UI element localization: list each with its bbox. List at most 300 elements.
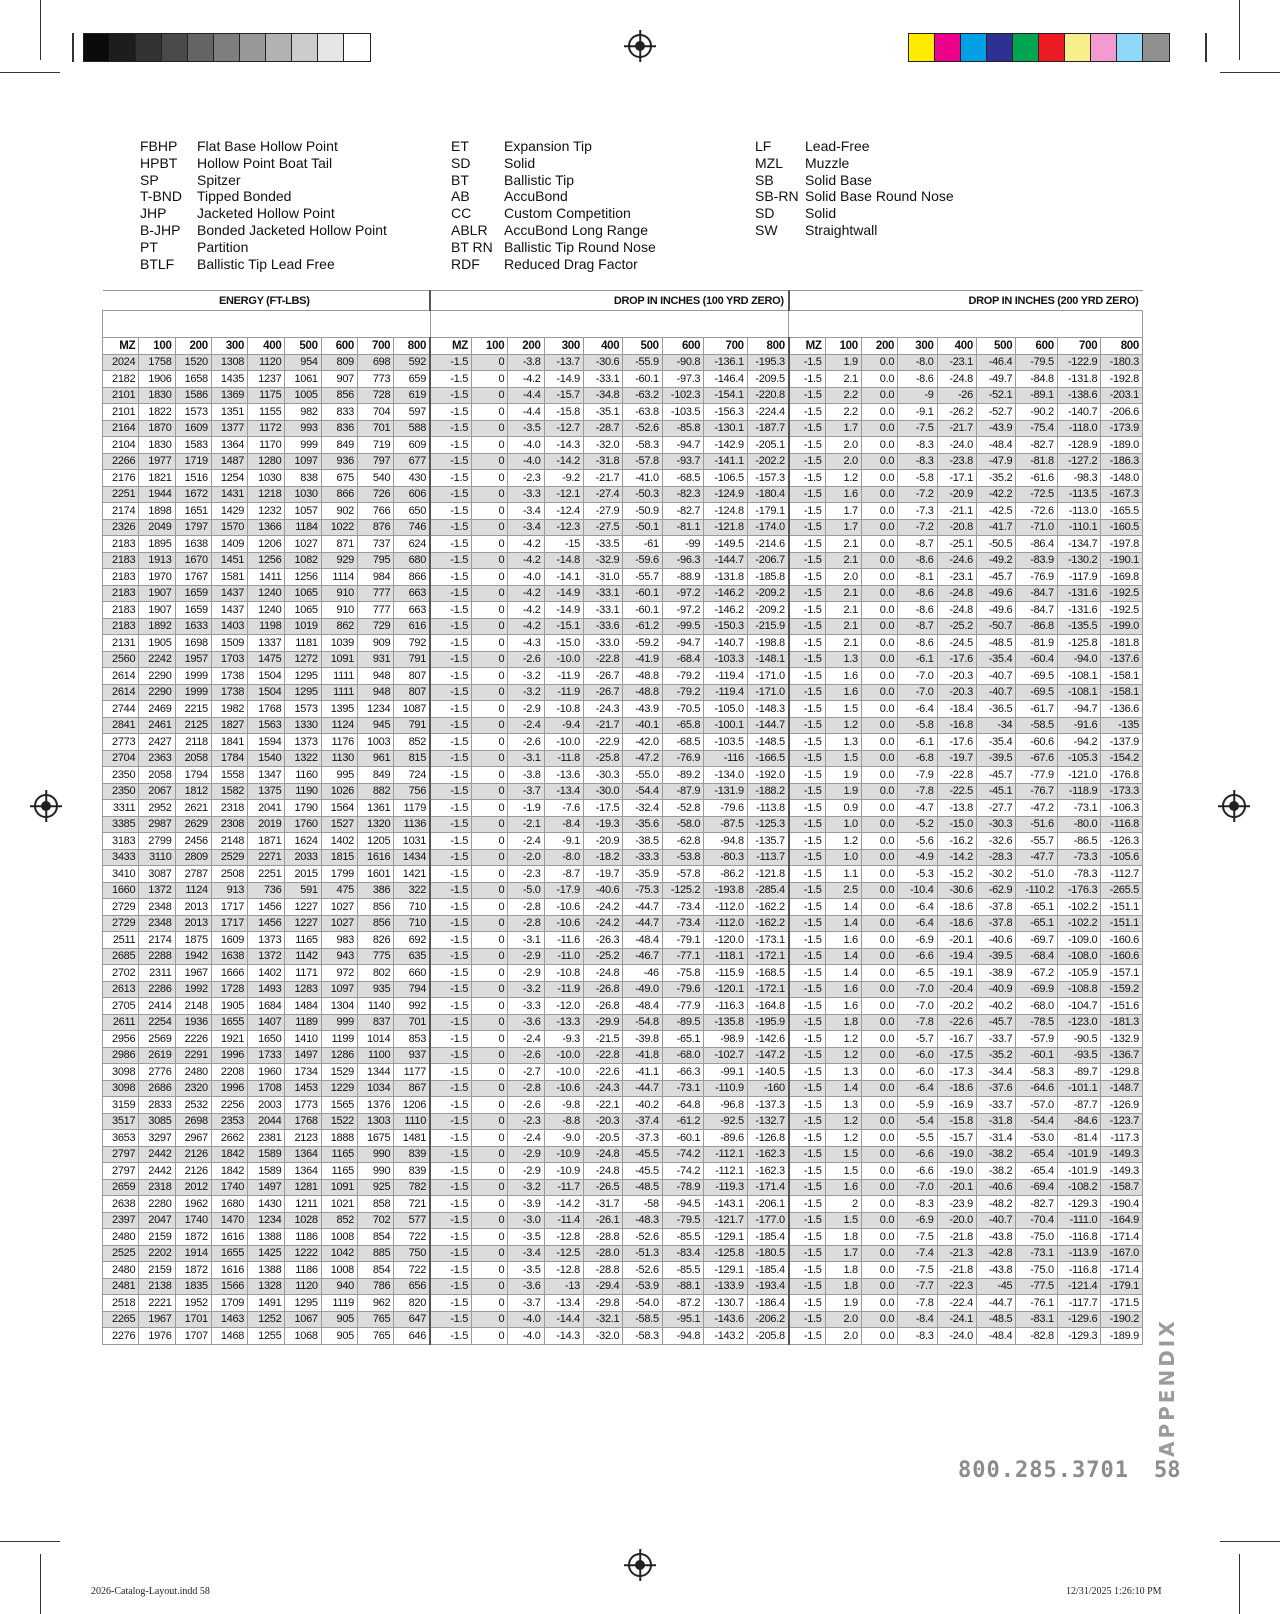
table-cell: -127.2 [1057,453,1101,470]
table-cell: 1740 [211,1179,247,1196]
table-cell: 1030 [285,486,321,503]
table-cell: -69.9 [1016,981,1057,998]
table-cell: 2.2 [825,404,861,421]
table-cell: 1119 [321,1295,357,1312]
color-swatch [1013,34,1039,61]
table-cell: -5.5 [898,1130,937,1147]
table-cell: -69.7 [1016,932,1057,949]
table-cell: -77.1 [662,948,703,965]
table-cell: 1708 [248,1080,285,1097]
table-cell: -8.7 [544,866,583,883]
table-cell: -119.4 [704,684,748,701]
table-cell: -162.3 [747,1146,789,1163]
table-cell: 1120 [248,354,285,371]
table-cell: -34.8 [583,387,622,404]
table-cell: -7.0 [898,981,937,998]
table-cell: -81.8 [1016,453,1057,470]
table-cell: -26.2 [937,404,976,421]
table-cell: -54.4 [1016,1113,1057,1130]
table-cell: 1181 [285,635,321,652]
table-cell: -2.6 [508,651,544,668]
table-cell: 1914 [175,1245,211,1262]
table-cell: 1638 [211,948,247,965]
table-cell: 2705 [103,998,139,1015]
table-cell: -94.5 [662,1196,703,1213]
color-swatch [84,34,110,61]
table-cell: -1.5 [430,816,471,833]
table-cell: -63.8 [623,404,662,421]
table-cell: 0.0 [861,684,897,701]
column-header: 700 [704,338,748,355]
table-cell: -171.4 [1101,1262,1143,1279]
column-header: 800 [1101,338,1143,355]
table-cell: -206.7 [747,552,789,569]
table-cell: -62.8 [662,833,703,850]
table-cell: -32.4 [623,800,662,817]
table-cell: -1.5 [430,1245,471,1262]
table-cell: 1.6 [825,668,861,685]
table-cell: -28.7 [583,420,622,437]
table-cell: -22.4 [937,1295,976,1312]
table-cell: 0.0 [861,668,897,685]
table-cell: -1.5 [789,470,825,487]
table-cell: 777 [358,602,394,619]
table-cell: -31.7 [583,1196,622,1213]
table-cell: -87.5 [704,816,748,833]
table-cell: 1376 [358,1097,394,1114]
section-label: APPENDIX [1155,1318,1179,1457]
table-cell: -157.1 [1101,965,1143,982]
table-cell: 677 [394,453,430,470]
table-cell: 0 [472,668,508,685]
table-cell: 1256 [248,552,285,569]
legend-description: Solid Base Round Nose [805,188,954,205]
table-cell: 1758 [139,354,175,371]
table-cell: -45.5 [623,1146,662,1163]
table-cell: 1227 [285,899,321,916]
table-cell: 820 [394,1295,430,1312]
table-cell: -78.9 [662,1179,703,1196]
table-cell: -224.4 [747,404,789,421]
table-cell: 2123 [285,1130,321,1147]
table-cell: -84.6 [1057,1113,1101,1130]
table-cell: 2318 [139,1179,175,1196]
table-cell: -40.7 [976,1212,1015,1229]
table-cell: 1670 [175,552,211,569]
table-cell: 0 [472,998,508,1015]
table-cell: -116 [704,750,748,767]
table-cell: -26.1 [583,1212,622,1229]
legend-item [140,205,387,222]
table-cell: -28.8 [583,1262,622,1279]
table-cell: 1.9 [825,1295,861,1312]
table-cell: -113.5 [1057,486,1101,503]
table-cell: 2183 [103,585,139,602]
table-cell: 2511 [103,932,139,949]
table-cell: 2353 [211,1113,247,1130]
crop-mark [1220,1541,1280,1542]
table-cell: -112.0 [704,899,748,916]
table-cell: -24.8 [583,1163,622,1180]
table-cell: 1411 [248,569,285,586]
crop-mark [0,1541,60,1542]
table-cell: 0.0 [861,1179,897,1196]
table-cell: -150.3 [704,618,748,635]
table-cell: 2290 [139,684,175,701]
table-cell: 0 [472,404,508,421]
table-cell: -3.5 [508,1262,544,1279]
table-cell: -1.5 [789,420,825,437]
table-cell: 2348 [139,915,175,932]
table-cell: -51.3 [623,1245,662,1262]
table-cell: -176.8 [1101,767,1143,784]
table-cell: -79.1 [662,932,703,949]
table-cell: -75.4 [1016,420,1057,437]
table-cell: -9.8 [544,1097,583,1114]
table-cell: -1.5 [789,717,825,734]
table-cell: -3.8 [508,354,544,371]
table-cell: 1822 [139,404,175,421]
table-cell: -65.4 [1016,1163,1057,1180]
table-cell: -8.1 [898,569,937,586]
table-cell: -48.5 [976,1311,1015,1328]
color-swatch [318,34,344,61]
table-cell: -30.3 [583,767,622,784]
color-swatch [344,34,370,61]
table-cell: -10.6 [544,915,583,932]
table-cell: -94.0 [1057,651,1101,668]
table-cell: -81.4 [1057,1130,1101,1147]
table-cell: -108.2 [1057,1179,1101,1196]
legend-item [140,256,387,273]
table-cell: -81.9 [1016,635,1057,652]
table-cell: 1799 [321,866,357,883]
table-cell: -12.8 [544,1229,583,1246]
table-cell: 982 [285,404,321,421]
table-cell: -83.4 [662,1245,703,1262]
table-cell: 1206 [394,1097,430,1114]
table-cell: 1616 [211,1229,247,1246]
table-cell: 1888 [321,1130,357,1147]
table-row [103,1295,1143,1312]
table-cell: 765 [358,1311,394,1328]
table-cell: -138.6 [1057,387,1101,404]
legend-item [755,188,954,205]
table-cell: -111.0 [1057,1212,1101,1229]
table-cell: -33.7 [976,1031,1015,1048]
table-cell: 1308 [211,354,247,371]
table-cell: -21.7 [937,420,976,437]
table-cell: -192.5 [1101,585,1143,602]
table-cell: -48.4 [976,1328,1015,1345]
legend-description: AccuBond [504,188,568,205]
table-cell: 1666 [211,965,247,982]
table-cell: -148.3 [747,701,789,718]
table-cell: -102.2 [1057,899,1101,916]
table-row [103,470,1143,487]
table-cell: 929 [321,552,357,569]
table-cell: -103.5 [662,404,703,421]
table-cell: -148.1 [747,651,789,668]
legend-abbreviation: PT [140,238,158,255]
table-cell: -6.5 [898,965,937,982]
table-cell: -68.5 [662,470,703,487]
table-cell: -1.5 [789,1179,825,1196]
column-header: 500 [285,338,321,355]
table-row [103,767,1143,784]
table-cell: 1675 [358,1130,394,1147]
table-cell: -1.5 [430,602,471,619]
table-cell: 2.1 [825,618,861,635]
table-cell: -58.3 [1016,1064,1057,1081]
table-cell: -1.5 [430,899,471,916]
table-row [103,618,1143,635]
table-cell: 2442 [139,1163,175,1180]
table-cell: -1.5 [430,552,471,569]
table-cell: -7.7 [898,1278,937,1295]
table-cell: -181.8 [1101,635,1143,652]
table-cell: -203.1 [1101,387,1143,404]
table-cell: -1.5 [430,1328,471,1345]
table-cell: -48.5 [976,635,1015,652]
table-cell: -3.2 [508,668,544,685]
table-cell: -35.4 [976,734,1015,751]
table-cell: -1.5 [430,1130,471,1147]
table-cell: 2276 [103,1328,139,1345]
table-cell: -60.1 [623,585,662,602]
legend-item [755,155,954,172]
table-cell: 925 [358,1179,394,1196]
table-cell: 2019 [248,816,285,833]
table-cell: 1114 [321,569,357,586]
table-cell: -24.8 [937,602,976,619]
table-cell: -141.1 [704,453,748,470]
table-cell: 1407 [248,1014,285,1031]
table-cell: 1520 [175,354,211,371]
table-cell: -30.0 [583,783,622,800]
table-cell: -1.5 [789,1113,825,1130]
table-cell: -9.3 [544,1031,583,1048]
table-cell: 871 [321,536,357,553]
table-cell: 2.1 [825,371,861,388]
table-row [103,965,1143,982]
table-cell: -2.8 [508,1080,544,1097]
table-cell: -167.3 [1101,486,1143,503]
table-cell: -181.3 [1101,1014,1143,1031]
legend-abbreviation: BT [451,171,469,188]
table-cell: -27.7 [976,800,1015,817]
table-cell: 2987 [139,816,175,833]
table-cell: 1907 [139,602,175,619]
table-cell: -94.7 [1057,701,1101,718]
table-cell: 1039 [321,635,357,652]
table-cell: 809 [321,354,357,371]
table-cell: -45 [976,1278,1015,1295]
table-cell: -1.5 [430,585,471,602]
table-cell: 2621 [175,800,211,817]
table-cell: 729 [358,618,394,635]
table-cell: 724 [394,767,430,784]
table-cell: -1.5 [789,981,825,998]
table-cell: -75.8 [662,965,703,982]
table-cell: 1170 [248,437,285,454]
table-cell: 856 [358,899,394,916]
table-cell: 999 [285,437,321,454]
table-cell: -4.2 [508,552,544,569]
table-row [103,932,1143,949]
table-cell: -110.1 [1057,519,1101,536]
table-cell: 663 [394,602,430,619]
table-cell: 0.0 [861,717,897,734]
table-cell: 1491 [248,1295,285,1312]
table-cell: 856 [358,915,394,932]
table-cell: 0.0 [861,932,897,949]
table-cell: -10.8 [544,965,583,982]
table-cell: -24.3 [583,701,622,718]
color-swatch [266,34,292,61]
table-cell: -5.6 [898,833,937,850]
table-cell: -77.9 [1016,767,1057,784]
table-cell: -3.6 [508,1014,544,1031]
table-cell: -90.8 [662,354,703,371]
table-row [103,1229,1143,1246]
table-cell: 1124 [175,882,211,899]
table-cell: -1.5 [789,750,825,767]
table-cell: -1.5 [789,1295,825,1312]
table-cell: -14.8 [544,552,583,569]
table-cell: 0 [472,684,508,701]
table-cell: -60.4 [1016,651,1057,668]
table-cell: 2215 [175,701,211,718]
table-cell: 540 [358,470,394,487]
table-cell: 2569 [139,1031,175,1048]
table-cell: -1.5 [789,1014,825,1031]
table-cell: -38.2 [976,1163,1015,1180]
table-cell: 0.0 [861,816,897,833]
table-cell: 0.0 [861,800,897,817]
table-cell: -45.7 [976,767,1015,784]
table-cell: -117.3 [1101,1130,1143,1147]
table-cell: 0 [472,816,508,833]
table-cell: 0.0 [861,602,897,619]
table-cell: -94.8 [662,1328,703,1345]
table-cell: -48.8 [623,668,662,685]
table-cell: 1463 [211,1311,247,1328]
table-cell: 2251 [248,866,285,883]
table-cell: -65.1 [1016,915,1057,932]
table-cell: -26.8 [583,998,622,1015]
table-cell: -1.5 [430,635,471,652]
legend-description: Ballistic Tip [504,171,575,188]
table-cell: -1.5 [789,1064,825,1081]
table-cell: 2 [825,1196,861,1213]
table-cell: -13.4 [544,1295,583,1312]
table-cell: -13.8 [937,800,976,817]
color-swatch [961,34,987,61]
table-cell: 2.1 [825,635,861,652]
table-cell: 1111 [321,668,357,685]
table-cell: 1982 [211,701,247,718]
table-cell: -4.4 [508,387,544,404]
table-cell: -97.2 [662,602,703,619]
legend-abbreviation: BT RN [451,238,493,255]
table-cell: -88.9 [662,569,703,586]
table-cell: 954 [285,354,321,371]
table-cell: -1.5 [789,1047,825,1064]
table-cell: 1431 [211,486,247,503]
table-cell: 1962 [175,1196,211,1213]
table-cell: -113.8 [747,800,789,817]
table-cell: -65.8 [662,717,703,734]
legend-abbreviation: SD [755,205,775,222]
table-cell: -83.1 [1016,1311,1057,1328]
table-cell: -37.8 [976,915,1015,932]
table-cell: -1.5 [789,1278,825,1295]
table-cell: -125.8 [704,1245,748,1262]
crop-mark [1205,33,1207,62]
table-cell: -6.6 [898,1163,937,1180]
legend-item [140,239,387,256]
table-cell: -44.7 [976,1295,1015,1312]
table-cell: -25.8 [583,750,622,767]
table-cell: 2.5 [825,882,861,899]
table-row [103,1245,1143,1262]
table-cell: 1719 [175,453,211,470]
table-cell: 905 [321,1328,357,1345]
table-cell: 0.0 [861,519,897,536]
table-cell: 1280 [248,453,285,470]
table-cell: 1234 [248,1212,285,1229]
table-cell: -172.1 [747,981,789,998]
table-cell: -83.9 [1016,552,1057,569]
table-cell: 1.7 [825,503,861,520]
table-cell: -220.8 [747,387,789,404]
table-cell: -11.9 [544,668,583,685]
table-cell: 2480 [103,1262,139,1279]
table-cell: -25.2 [583,948,622,965]
column-header: 600 [321,338,357,355]
table-cell: 1008 [321,1262,357,1279]
table-cell: 0.0 [861,1328,897,1345]
table-cell: -88.1 [662,1278,703,1295]
table-cell: 2525 [103,1245,139,1262]
table-row [103,371,1143,388]
table-cell: -151.1 [1101,899,1143,916]
group-header-row [103,291,1143,311]
table-cell: 1027 [321,915,357,932]
table-cell: 1906 [139,371,175,388]
table-cell: 1328 [248,1278,285,1295]
table-cell: -187.7 [747,420,789,437]
color-swatch [987,34,1013,61]
table-cell: -7.3 [898,503,937,520]
legend-item [451,155,656,172]
table-cell: -3.2 [508,684,544,701]
table-cell: 1.6 [825,684,861,701]
table-cell: 0.9 [825,800,861,817]
table-cell: -17.6 [937,651,976,668]
ballistics-table [102,290,1143,1345]
table-cell: -159.2 [1101,981,1143,998]
table-cell: -190.1 [1101,552,1143,569]
table-cell: 0.0 [861,536,897,553]
table-cell: 1871 [248,833,285,850]
table-cell: 1218 [248,486,285,503]
table-cell: -9 [898,387,937,404]
table-row [103,948,1143,965]
table-cell: 2614 [103,684,139,701]
table-cell: 943 [321,948,357,965]
